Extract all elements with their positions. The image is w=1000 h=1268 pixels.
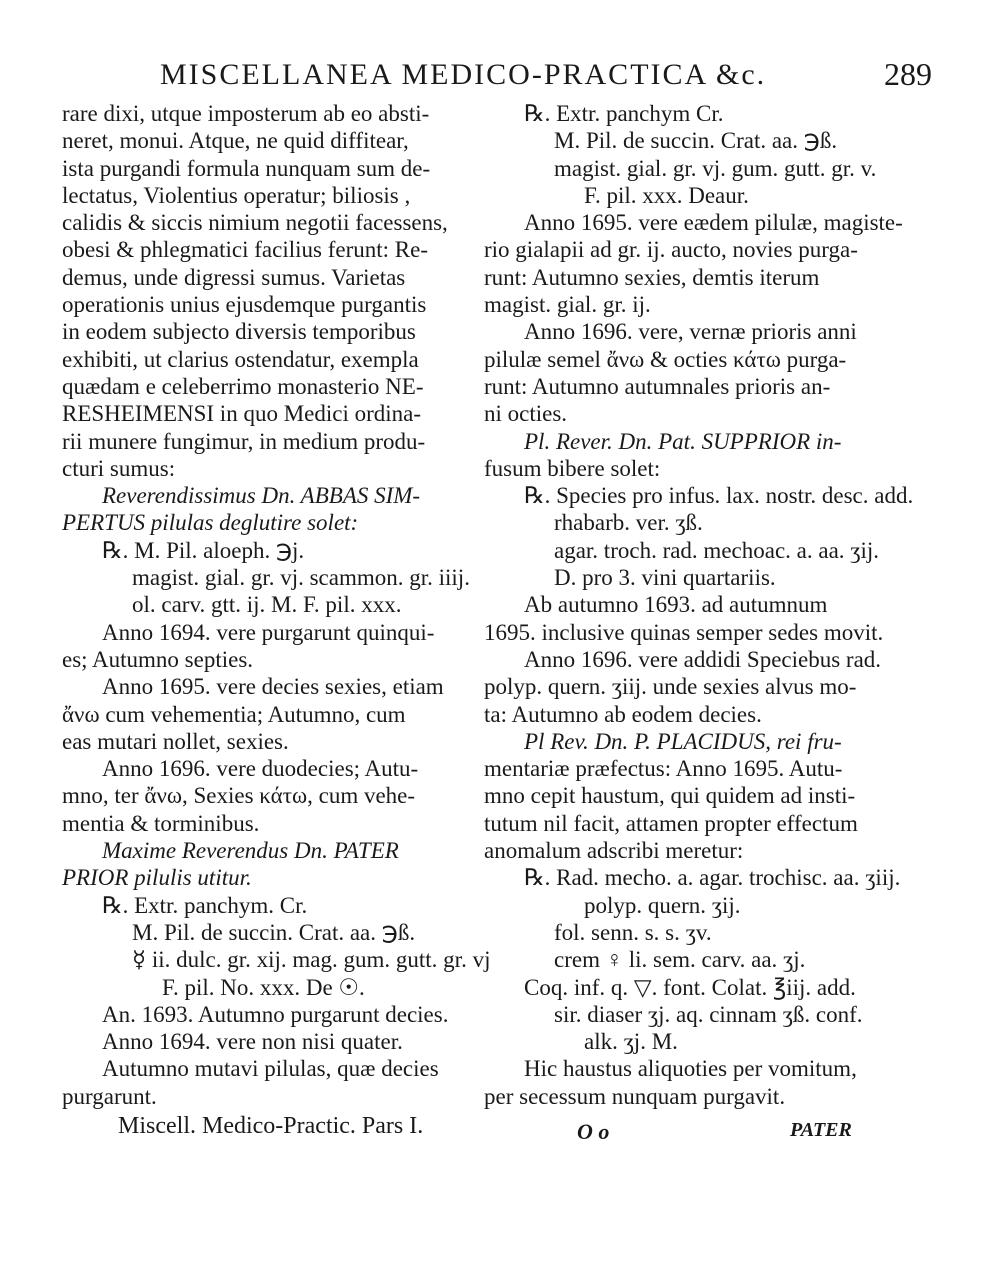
text-line: Anno 1696. vere, vernæ prioris anni: [524, 319, 857, 345]
text-line: obesi & phlegmatici facilius ferunt: Re-: [62, 237, 428, 263]
text-line: lectatus, Violentius operatur; biliosis ,: [62, 182, 411, 208]
text-line: quædam e celeberrimo monasterio NE-: [62, 373, 424, 399]
text-line: Anno 1694. vere purgarunt quinqui-: [102, 619, 435, 645]
text-line: ℞. Species pro infus. lax. nostr. desc. add.: [524, 483, 914, 509]
text-line: Autumno mutavi pilulas, quæ decies: [102, 1056, 439, 1082]
text-line: rhabarb. ver. ʒß.: [554, 510, 703, 536]
left-text-column: [62, 100, 491, 1110]
text-line: Anno 1696. vere duodecies; Autu-: [102, 756, 419, 782]
page-number: 289: [884, 56, 932, 92]
text-line: ni octies.: [484, 401, 568, 427]
text-line: agar. troch. rad. mechoac. a. aa. ʒij.: [554, 537, 880, 563]
text-line: magist. gial. gr. vj. gum. gutt. gr. v.: [554, 155, 877, 181]
text-line: demus, unde digressi sumus. Varietas: [62, 264, 406, 290]
text-line: runt: Autumno autumnales prioris an-: [484, 373, 831, 399]
text-line: cturi sumus:: [62, 455, 176, 481]
text-line: exhibiti, ut clarius ostendatur, exempla: [62, 346, 419, 372]
text-line: ℞. Extr. panchym. Cr.: [102, 892, 308, 918]
running-title: MISCELLANEA MEDICO-PRACTICA &c.: [160, 58, 767, 91]
text-line: Anno 1694. vere non nisi quater.: [102, 1029, 403, 1055]
text-line: rii munere fungimur, in medium produ-: [62, 428, 426, 454]
text-line: polyp. quern. ʒiij. unde sexies alvus mo-: [484, 674, 857, 700]
text-line: M. Pil. de succin. Crat. aa. ℈ß.: [554, 128, 838, 154]
text-line: in eodem subjecto diversis temporibus: [62, 319, 416, 345]
text-line: rio gialapii ad gr. ij. aucto, novies purga-: [484, 237, 858, 263]
text-line: anomalum adscribi meretur:: [484, 838, 744, 864]
running-header: [160, 58, 940, 98]
text-line: Hic haustus aliquoties per vomitum,: [524, 1056, 857, 1082]
text-line: ℞. M. Pil. aloeph. ℈j.: [102, 537, 305, 563]
text-line: mentia & torminibus.: [62, 810, 260, 836]
text-line: PERTUS pilulas deglutire solet:: [62, 510, 359, 536]
text-line: per secessum nunquam purgavit.: [484, 1083, 786, 1109]
text-line: Anno 1695. vere decies sexies, etiam: [102, 674, 444, 700]
text-line: magist. gial. gr. ij.: [484, 292, 651, 318]
text-line: Pl. Rever. Dn. Pat. SUPPRIOR in-: [524, 428, 842, 454]
text-line: operationis unius ejusdemque purgantis: [62, 292, 427, 318]
text-line: purgarunt.: [62, 1083, 157, 1109]
text-line: ☿ ii. dulc. gr. xij. mag. gum. gutt. gr. vj: [132, 947, 491, 973]
signature-mark: O o: [577, 1119, 610, 1144]
text-line: Maxime Reverendus Dn. PATER: [102, 838, 399, 864]
right-text-column: [484, 100, 914, 1110]
text-line: An. 1693. Autumno purgarunt decies.: [102, 1001, 449, 1027]
text-line: ℞. Rad. mecho. a. agar. trochisc. aa. ʒiij.: [524, 865, 901, 891]
text-line: D. pro 3. vini quartariis.: [554, 565, 776, 591]
text-line: Ab autumno 1693. ad autumnum: [524, 592, 828, 618]
text-line: polyp. quern. ʒij.: [584, 892, 741, 918]
text-line: pilulæ semel ἄνω & octies κάτω purga-: [484, 346, 847, 372]
text-line: Anno 1696. vere addidi Speciebus rad.: [524, 646, 882, 672]
footer-running-title: Miscell. Medico-Practic. Pars I.: [118, 1113, 424, 1139]
text-line: Coq. inf. q. ▽. font. Colat. ℥iij. add.: [524, 974, 856, 1000]
text-line: RESHEIMENSI in quo Medici ordina-: [62, 401, 422, 427]
text-line: ta: Autumno ab eodem decies.: [484, 701, 762, 727]
text-line: es; Autumno septies.: [62, 646, 254, 672]
text-line: eas mutari nollet, sexies.: [62, 728, 289, 754]
text-line: crem ♀ li. sem. carv. aa. ʒj.: [554, 947, 806, 973]
text-line: F. pil. xxx. Deaur.: [584, 182, 749, 208]
text-line: rare dixi, utque imposterum ab eo absti-: [62, 101, 430, 126]
text-line: fol. senn. s. s. ʒv.: [554, 919, 712, 945]
text-line: runt: Autumno sexies, demtis iterum: [484, 264, 820, 290]
text-line: Pl Rev. Dn. P. PLACIDUS, rei fru-: [524, 728, 842, 754]
text-line: sir. diaser ʒj. aq. cinnam ʒß. conf.: [554, 1001, 863, 1027]
text-line: Reverendissimus Dn. ABBAS SIM-: [102, 483, 421, 509]
text-line: ℞. Extr. panchym Cr.: [524, 101, 724, 126]
text-line: mno cepit haustum, qui quidem ad insti-: [484, 783, 856, 809]
text-line: 1695. inclusive quinas semper sedes movit.: [484, 619, 884, 645]
text-line: calidis & siccis nimium negotii facessens,: [62, 210, 448, 236]
text-line: ol. carv. gtt. ij. M. F. pil. xxx.: [132, 592, 402, 618]
text-line: neret, monui. Atque, ne quid diffitear,: [62, 128, 409, 154]
text-line: mno, ter ἄνω, Sexies κάτω, cum vehe-: [62, 783, 416, 809]
catchword: PATER: [790, 1119, 852, 1141]
text-line: magist. gial. gr. vj. scammon. gr. iiij.: [132, 565, 470, 591]
text-line: Anno 1695. vere eædem pilulæ, magiste-: [524, 210, 903, 236]
text-line: tutum nil facit, attamen propter effectum: [484, 810, 858, 836]
text-line: alk. ʒj. M.: [584, 1029, 678, 1055]
text-line: ista purgandi formula nunquam sum de-: [62, 155, 431, 181]
text-line: M. Pil. de succin. Crat. aa. ℈ß.: [132, 919, 416, 945]
text-line: mentariæ præfectus: Anno 1695. Autu-: [484, 756, 843, 782]
text-line: PRIOR pilulis utitur.: [62, 865, 252, 891]
text-line: F. pil. No. xxx. De ☉.: [162, 974, 365, 1000]
text-line: ἄνω cum vehementia; Autumno, cum: [62, 701, 406, 727]
text-line: fusum bibere solet:: [484, 455, 661, 481]
